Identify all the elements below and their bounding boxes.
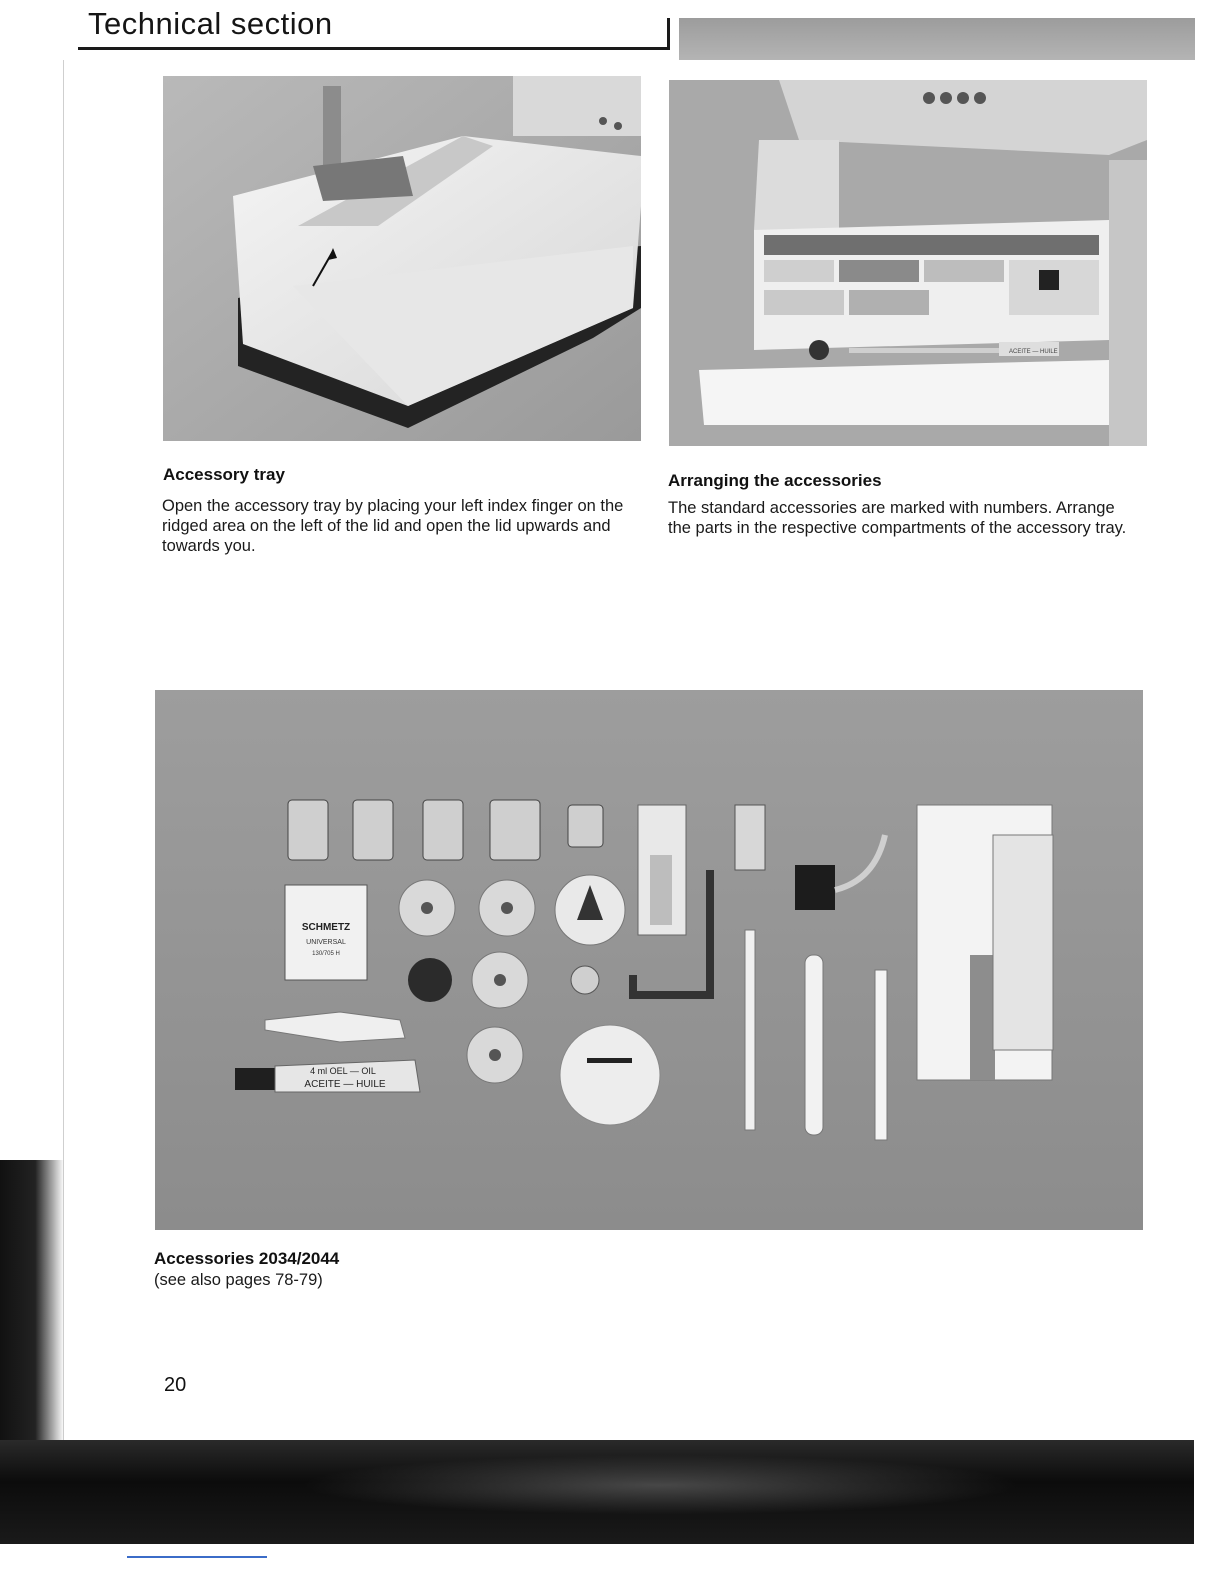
scan-blue-mark bbox=[127, 1556, 267, 1558]
scan-edge-shadow bbox=[0, 1160, 64, 1450]
oil-label-1: 4 ml OEL — OIL bbox=[310, 1066, 376, 1076]
accessories-heading: Accessories 2034/2044 bbox=[154, 1249, 340, 1268]
accessory-tray-text: Open the accessory tray by placing your left index finger on the ridged area on the left of the lid and open the lid upwards and towards you. bbox=[162, 497, 624, 555]
accessories-reference: (see also pages 78-79) bbox=[154, 1271, 323, 1289]
needle-brand: SCHMETZ bbox=[301, 922, 351, 933]
accessory-tray-heading: Accessory tray bbox=[163, 465, 285, 484]
needle-code: 130/705 H bbox=[312, 951, 340, 957]
header-rule bbox=[78, 47, 670, 50]
accessories-photo bbox=[155, 690, 1143, 1230]
page-number: 20 bbox=[164, 1374, 187, 1396]
header-band bbox=[679, 18, 1195, 60]
needle-pack bbox=[285, 885, 367, 980]
arranging-heading: Arranging the accessories bbox=[668, 471, 882, 490]
scan-bottom-highlight bbox=[300, 1455, 1020, 1515]
arranging-text: The standard accessories are marked with numbers. Arrange the parts in the respective compartments of the accessory tray. bbox=[668, 499, 1127, 537]
needle-type: UNIVERSAL bbox=[306, 939, 346, 946]
section-title: Technical section bbox=[88, 6, 333, 41]
oil-label-2: ACEITE — HUILE bbox=[304, 1079, 386, 1090]
accessory-tray-photo bbox=[163, 76, 641, 441]
tray-oil-label: ACEITE — HUILE bbox=[1009, 349, 1058, 355]
arranging-accessories-photo bbox=[669, 80, 1147, 446]
header-divider bbox=[667, 18, 670, 50]
